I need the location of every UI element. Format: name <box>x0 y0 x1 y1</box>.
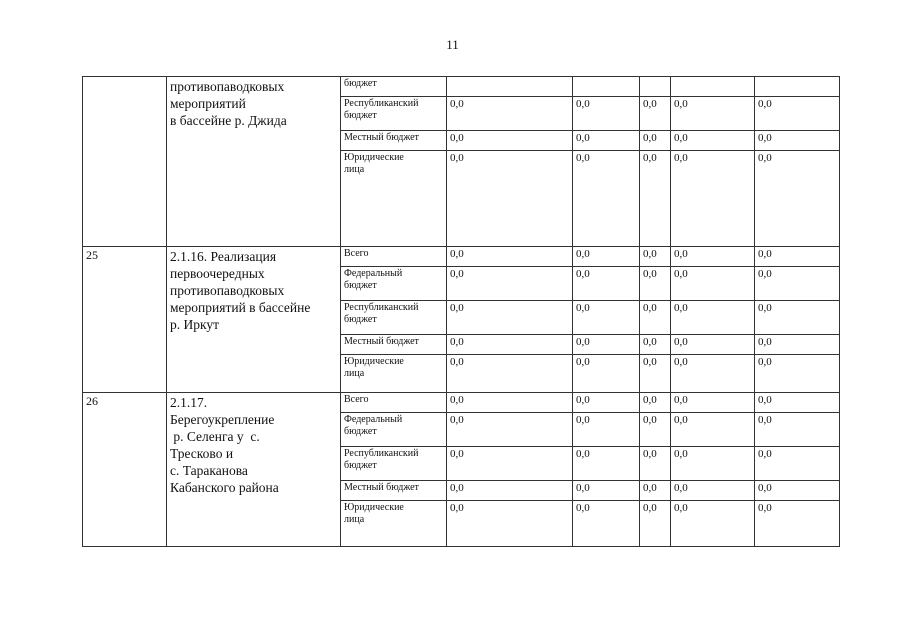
funding-source-line: Местный бюджет <box>344 336 419 347</box>
value-cell: 0,0 <box>671 267 755 301</box>
value-cell: 0,0 <box>640 481 671 501</box>
value-cell: 0,0 <box>640 151 671 247</box>
value-cell: 0,0 <box>755 131 840 151</box>
measure-title-line: Тресково и <box>170 446 234 461</box>
page-number: 11 <box>446 37 459 52</box>
value-cell: 0,0 <box>573 301 640 335</box>
value-cell: 0,0 <box>640 267 671 301</box>
funding-source-line: бюджет <box>344 78 377 89</box>
measure-title <box>167 393 341 547</box>
funding-source-line: бюджет <box>344 314 377 325</box>
value-cell: 0,0 <box>671 301 755 335</box>
funding-source-line: Республиканский <box>344 302 419 313</box>
value-cell: 0,0 <box>573 355 640 393</box>
funding-source <box>341 131 447 151</box>
measure-title-line: противопаводковых <box>170 283 285 298</box>
value-cell: 0,0 <box>447 247 573 267</box>
measure-title-line: Кабанского района <box>170 480 279 495</box>
funding-source <box>341 267 447 301</box>
value-cell: 0,0 <box>573 97 640 131</box>
funding-source <box>341 247 447 267</box>
measure-title-line: р. Иркут <box>170 317 220 332</box>
value-cell: 0,0 <box>447 413 573 447</box>
value-cell: 0,0 <box>447 301 573 335</box>
value-cell: 0,0 <box>447 97 573 131</box>
value-cell: 0,0 <box>755 267 840 301</box>
funding-source-line: бюджет <box>344 280 377 291</box>
measure-title-line: с. Тараканова <box>170 463 248 478</box>
value-cell <box>671 77 755 97</box>
value-cell: 0,0 <box>640 97 671 131</box>
funding-source <box>341 447 447 481</box>
value-cell: 0,0 <box>640 355 671 393</box>
measure-title <box>167 247 341 393</box>
funding-source-line: Местный бюджет <box>344 132 419 143</box>
value-cell: 0,0 <box>447 501 573 547</box>
value-cell: 0,0 <box>640 393 671 413</box>
value-cell: 0,0 <box>640 131 671 151</box>
value-cell: 0,0 <box>755 447 840 481</box>
value-cell <box>573 77 640 97</box>
funding-source <box>341 413 447 447</box>
value-cell: 0,0 <box>447 393 573 413</box>
budget-table <box>82 76 840 547</box>
value-cell: 0,0 <box>755 393 840 413</box>
value-cell: 0,0 <box>573 501 640 547</box>
value-cell: 0,0 <box>447 447 573 481</box>
value-cell: 0,0 <box>755 335 840 355</box>
funding-source-line: лица <box>344 368 365 379</box>
measure-title <box>167 77 341 247</box>
value-cell: 0,0 <box>447 131 573 151</box>
measure-title-line: мероприятий <box>170 96 246 111</box>
value-cell: 0,0 <box>573 267 640 301</box>
value-cell: 0,0 <box>447 335 573 355</box>
value-cell: 0,0 <box>640 447 671 481</box>
funding-source-line: Республиканский <box>344 448 419 459</box>
value-cell: 0,0 <box>671 131 755 151</box>
value-cell: 0,0 <box>755 151 840 247</box>
value-cell: 0,0 <box>755 501 840 547</box>
table-row <box>83 77 840 97</box>
value-cell: 0,0 <box>671 413 755 447</box>
value-cell: 0,0 <box>640 247 671 267</box>
funding-source <box>341 77 447 97</box>
table-row <box>83 393 840 413</box>
value-cell: 0,0 <box>573 413 640 447</box>
value-cell: 0,0 <box>671 447 755 481</box>
funding-source <box>341 501 447 547</box>
value-cell: 0,0 <box>640 413 671 447</box>
funding-source <box>341 301 447 335</box>
value-cell: 0,0 <box>447 355 573 393</box>
value-cell: 0,0 <box>755 301 840 335</box>
funding-source-line: бюджет <box>344 426 377 437</box>
value-cell: 0,0 <box>640 501 671 547</box>
table-row <box>83 247 840 267</box>
value-cell: 0,0 <box>755 413 840 447</box>
measure-title-line: мероприятий в бассейне <box>170 300 311 315</box>
value-cell: 0,0 <box>573 481 640 501</box>
value-cell: 0,0 <box>671 481 755 501</box>
funding-source <box>341 151 447 247</box>
item-number: 25 <box>83 247 167 393</box>
value-cell: 0,0 <box>755 355 840 393</box>
value-cell: 0,0 <box>447 151 573 247</box>
funding-source <box>341 481 447 501</box>
funding-source-line: Федеральный <box>344 268 403 279</box>
value-cell: 0,0 <box>573 335 640 355</box>
value-cell: 0,0 <box>671 97 755 131</box>
funding-source-line: Местный бюджет <box>344 482 419 493</box>
measure-title-line: 2.1.16. Реализация <box>170 249 277 264</box>
measure-title-line: Берегоукрепление <box>170 412 275 427</box>
value-cell: 0,0 <box>573 447 640 481</box>
funding-source <box>341 355 447 393</box>
value-cell <box>640 77 671 97</box>
measure-title-line: первоочередных <box>170 266 265 281</box>
value-cell: 0,0 <box>573 131 640 151</box>
funding-source-line: бюджет <box>344 110 377 121</box>
funding-source-line: Юридические <box>344 502 404 513</box>
value-cell: 0,0 <box>573 247 640 267</box>
measure-title-line: противопаводковых <box>170 79 285 94</box>
value-cell: 0,0 <box>671 355 755 393</box>
funding-source-line: лица <box>344 164 365 175</box>
value-cell: 0,0 <box>755 97 840 131</box>
value-cell: 0,0 <box>755 481 840 501</box>
value-cell: 0,0 <box>671 335 755 355</box>
value-cell: 0,0 <box>671 247 755 267</box>
value-cell: 0,0 <box>671 393 755 413</box>
measure-title-line: в бассейне р. Джида <box>170 113 287 128</box>
funding-source-line: Федеральный <box>344 414 403 425</box>
value-cell: 0,0 <box>447 481 573 501</box>
funding-source <box>341 97 447 131</box>
funding-source <box>341 335 447 355</box>
funding-source-line: Юридические <box>344 356 404 367</box>
value-cell: 0,0 <box>671 501 755 547</box>
measure-title-line: р. Селенга у с. <box>170 429 260 444</box>
funding-source-line: лица <box>344 514 365 525</box>
value-cell: 0,0 <box>573 393 640 413</box>
value-cell: 0,0 <box>640 301 671 335</box>
funding-source-line: Всего <box>344 248 369 259</box>
value-cell: 0,0 <box>755 247 840 267</box>
value-cell <box>755 77 840 97</box>
item-number: 26 <box>83 393 167 547</box>
value-cell: 0,0 <box>573 151 640 247</box>
funding-source <box>341 393 447 413</box>
measure-title-line: 2.1.17. <box>170 395 208 410</box>
value-cell: 0,0 <box>640 335 671 355</box>
funding-source-line: Республиканский <box>344 98 419 109</box>
funding-source-line: Всего <box>344 394 369 405</box>
value-cell: 0,0 <box>671 151 755 247</box>
funding-source-line: Юридические <box>344 152 404 163</box>
funding-source-line: бюджет <box>344 460 377 471</box>
item-number <box>83 77 167 247</box>
value-cell: 0,0 <box>447 267 573 301</box>
value-cell <box>447 77 573 97</box>
